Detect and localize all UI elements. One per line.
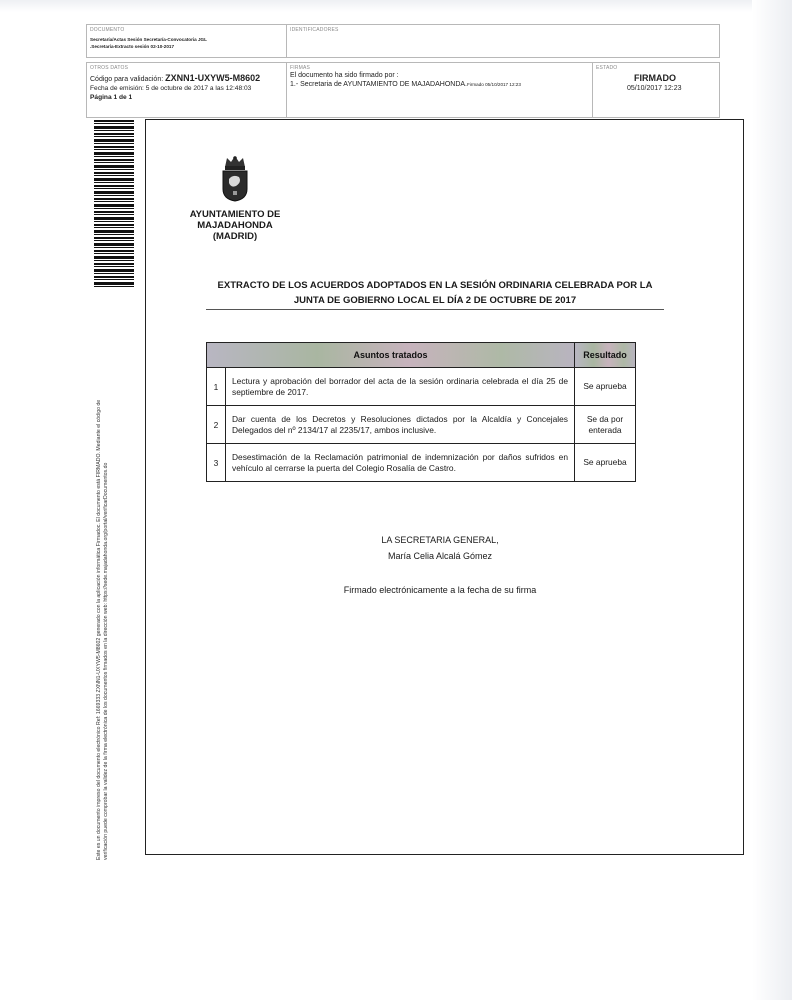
emission-date: Fecha de emisión: 5 de octubre de 2017 a las 12:48:03: [90, 85, 252, 92]
row-description: Desestimación de la Reclamación patrimonial de indemnización por daños sufridos en vehículo al cerrarse la puerta del Colegio Rosalía de Castro.: [226, 444, 575, 482]
table-row: [207, 444, 636, 482]
row-number: 1: [207, 368, 226, 406]
agenda-table: [206, 342, 636, 482]
scan-right-edge: [752, 0, 792, 1000]
documento-line2: .Secretaría-Extracto sesión 02-10-2017: [90, 44, 175, 49]
estado-value: FIRMADO: [634, 73, 676, 83]
vertical-text-line1: Este es un documento impreso del documento electrónico Ref: 1669333 ZXNN1-UXYW5-M8602 generado con la aplicación informática Firmadoc. El documento está FIRMADO. Mediante el código de: [96, 399, 102, 860]
validation-code: Código para validación: ZXNN1-UXYW5-M8602: [90, 73, 261, 83]
estado-date: 05/10/2017 12:23: [627, 85, 682, 92]
row-description: Lectura y aprobación del borrador del acta de la sesión ordinaria celebrada el día 25 de septiembre de 2017.: [226, 368, 575, 406]
title-line1: EXTRACTO DE LOS ACUERDOS ADOPTADOS EN LA SESIÓN ORDINARIA CELEBRADA POR LA: [217, 280, 653, 291]
documento-label: DOCUMENTO: [90, 27, 125, 33]
firmas-line2: 1.- Secretaria de AYUNTAMIENTO DE MAJADAHONDA.Firmado 05/10/2017 12:23: [290, 81, 521, 88]
row-number: 2: [207, 406, 226, 444]
header-divider-2: [592, 62, 593, 118]
title-underline: [206, 309, 664, 310]
firmas-label: FIRMAS: [290, 65, 311, 71]
otros-datos-label: OTROS DATOS: [90, 65, 129, 71]
coat-of-arms-icon: [218, 153, 252, 203]
signature-role: LA SECRETARIA GENERAL,: [381, 535, 499, 545]
header-divider-1: [286, 62, 287, 118]
row-result: Se aprueba: [575, 444, 636, 482]
table-row: [207, 406, 636, 444]
title-line2: JUNTA DE GOBIERNO LOCAL EL DÍA 2 DE OCTUBRE DE 2017: [293, 295, 577, 306]
page-info: Página 1 de 1: [90, 94, 133, 101]
org-line3: (MADRID): [212, 231, 258, 242]
org-line1: AYUNTAMIENTO DE: [189, 209, 281, 220]
header-resultado: Resultado: [575, 343, 636, 368]
header-divider-top: [286, 24, 287, 58]
identificadores-label: IDENTIFICADORES: [290, 27, 339, 33]
estado-label: ESTADO: [596, 65, 618, 71]
organization-name: [170, 209, 300, 242]
row-description: Dar cuenta de los Decretos y Resoluciones dictados por la Alcaldía y Concejales Delegados del nº 2134/17 al 2235/17, ambos inclusive.: [226, 406, 575, 444]
scan-top-edge: [0, 0, 792, 12]
firmas-line1: El documento ha sido firmado por :: [290, 72, 399, 79]
vertical-text-line2: verificación puede comprobar la validez de la firma electrónica de los documentos firmados en la dirección web: https://sede.majadahonda.org/portal/verificarDocumentos.do: [103, 462, 109, 860]
row-number: 3: [207, 444, 226, 482]
table-row: [207, 368, 636, 406]
signature-name: María Celia Alcalá Gómez: [387, 551, 493, 561]
barcode: [94, 120, 134, 288]
documento-line1: Secretaría/Actas Sesión Secretaría-Convocatoria JGL: [90, 37, 207, 42]
signature-note: Firmado electrónicamente a la fecha de su firma: [343, 585, 537, 595]
row-result: Se aprueba: [575, 368, 636, 406]
org-line2: MAJADAHONDA: [197, 220, 273, 231]
vertical-verification-text: [96, 300, 110, 860]
header-asuntos: Asuntos tratados: [207, 343, 575, 368]
document-title: [206, 278, 664, 308]
row-result: Se da por enterada: [575, 406, 636, 444]
